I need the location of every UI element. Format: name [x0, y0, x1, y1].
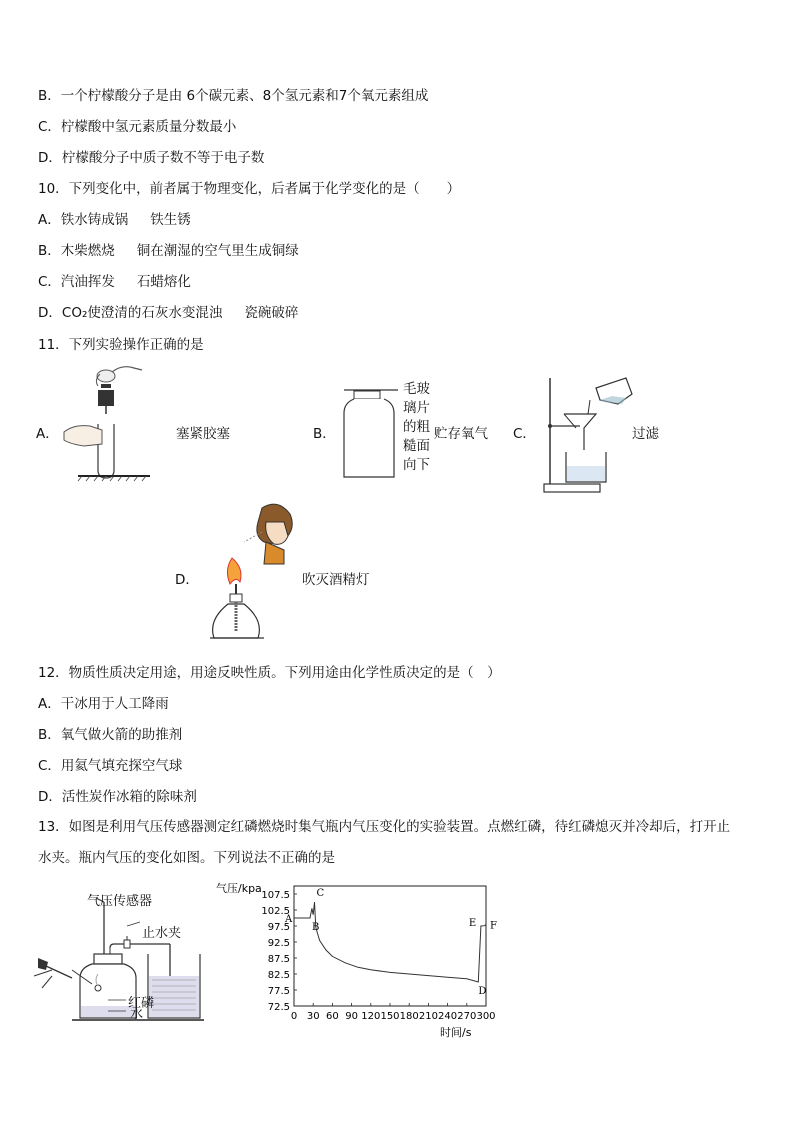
x-tick-label: 240 — [438, 1011, 458, 1022]
chart-xlabel: 时间/s — [440, 1026, 472, 1039]
x-tick-label: 270 — [457, 1011, 477, 1022]
q13-stem-line2: 水夹。瓶内气压的变化如图。下列说法不正确的是 — [38, 850, 335, 866]
point-label-d: D — [478, 986, 487, 997]
q10-option-c — [38, 270, 191, 290]
q10-option-d — [38, 301, 298, 321]
pressure-chart — [212, 874, 502, 1042]
y-tick-label: 107.5 — [261, 890, 290, 901]
gas-bottle-figure — [340, 388, 398, 480]
x-tick-label: 300 — [476, 1011, 496, 1022]
point-label-c: C — [316, 888, 325, 899]
q11-d-caption: 吹灭酒精灯 — [302, 572, 370, 588]
x-tick-label: 60 — [326, 1011, 339, 1022]
y-tick-label: 92.5 — [267, 938, 290, 949]
q9-option-d: D．柠檬酸分子中质子数不等于电子数 — [38, 150, 265, 166]
q10-option-b-first: B．木柴燃烧 — [38, 243, 115, 259]
x-tick-label: 0 — [290, 1011, 298, 1022]
phosphorus-label: 红磷 — [128, 996, 155, 1011]
clamp-label: 止水夹 — [142, 926, 182, 941]
q11-a-caption: 塞紧胶塞 — [176, 426, 230, 442]
chart-ylabel: 气压/kpa — [216, 882, 262, 895]
q11-c-caption: 过滤 — [632, 426, 659, 442]
q12-option-c: C．用氦气填充探空气球 — [38, 758, 183, 774]
q11-d-letter: D． — [175, 572, 199, 588]
point-label-e: E — [468, 918, 477, 929]
q12-option-a: A．干冰用于人工降雨 — [38, 696, 169, 712]
y-tick-label: 102.5 — [261, 906, 290, 917]
q10-option-a-first: A．铁水铸成锅 — [38, 212, 129, 228]
q12-option-d: D．活性炭作冰箱的除味剂 — [38, 789, 197, 805]
q11-b-caption-line: 糙面 — [403, 438, 430, 454]
q11-stem: 11．下列实验操作正确的是 — [38, 337, 204, 353]
point-label-a: A — [285, 914, 293, 925]
point-label-f: F — [490, 920, 497, 932]
q12-stem: 12．物质性质决定用途，用途反映性质。下列用途由化学性质决定的是（ ） — [38, 665, 501, 681]
pressure-series-line — [294, 902, 486, 982]
q10-stem: 10．下列变化中，前者属于物理变化，后者属于化学变化的是（ ） — [38, 181, 461, 197]
y-tick-label: 77.5 — [267, 986, 290, 997]
q13-stem-line1: 13．如图是利用气压传感器测定红磷燃烧时集气瓶内气压变化的实验装置。点燃红磷，待红磷熄灭并冷却后，打开止 — [38, 819, 731, 835]
q10-option-d-second: 瓷碗破碎 — [244, 305, 299, 321]
q11-b-caption-line: 毛玻 — [403, 381, 430, 397]
water-label: 水 — [130, 1007, 144, 1022]
q11-b-caption — [403, 380, 430, 475]
q11-a-letter: A． — [36, 426, 59, 442]
point-label-b: B — [312, 922, 320, 933]
q10-option-a — [38, 208, 191, 228]
q11-b-caption-line: 的粗 — [403, 419, 430, 435]
q11-b-caption-line: 向下 — [403, 457, 430, 473]
y-tick-label: 87.5 — [267, 954, 290, 965]
q10-option-c-first: C．汽油挥发 — [38, 274, 115, 290]
y-tick-label: 97.5 — [267, 922, 290, 933]
q12-option-b: B．氧气做火箭的助推剂 — [38, 727, 183, 743]
x-tick-label: 90 — [345, 1011, 358, 1022]
q11-b-caption2: 贮存氧气 — [434, 426, 488, 442]
x-tick-label: 150 — [380, 1011, 400, 1022]
filtration-figure — [542, 374, 632, 496]
q10-option-b — [38, 239, 299, 259]
x-tick-label: 180 — [399, 1011, 419, 1022]
q10-option-c-second: 石蜡熔化 — [136, 274, 191, 290]
q11-b-caption-line: 璃片 — [403, 400, 430, 416]
y-tick-label: 82.5 — [267, 970, 290, 981]
q11-c-letter: C． — [513, 426, 536, 442]
q9-option-c: C．柠檬酸中氢元素质量分数最小 — [38, 119, 237, 135]
q10-option-d-first: D．CO₂使澄清的石灰水变混浊 — [38, 305, 223, 321]
y-tick-label: 72.5 — [267, 1002, 290, 1013]
alcohol-lamp-figure — [200, 498, 300, 642]
q9-option-b: B．一个柠檬酸分子是由 6个碳元素、8个氢元素和7个氧元素组成 — [38, 88, 429, 104]
sensor-label: 气压传感器 — [87, 894, 153, 909]
q11-b-letter: B． — [313, 426, 336, 442]
q10-option-a-second: 铁生锈 — [150, 212, 191, 228]
x-tick-label: 30 — [306, 1011, 320, 1022]
q10-option-b-second: 铜在潮湿的空气里生成铜绿 — [136, 243, 299, 259]
x-tick-label: 120 — [361, 1011, 381, 1022]
x-tick-label: 210 — [418, 1011, 438, 1022]
stopper-insertion-figure — [62, 362, 152, 464]
